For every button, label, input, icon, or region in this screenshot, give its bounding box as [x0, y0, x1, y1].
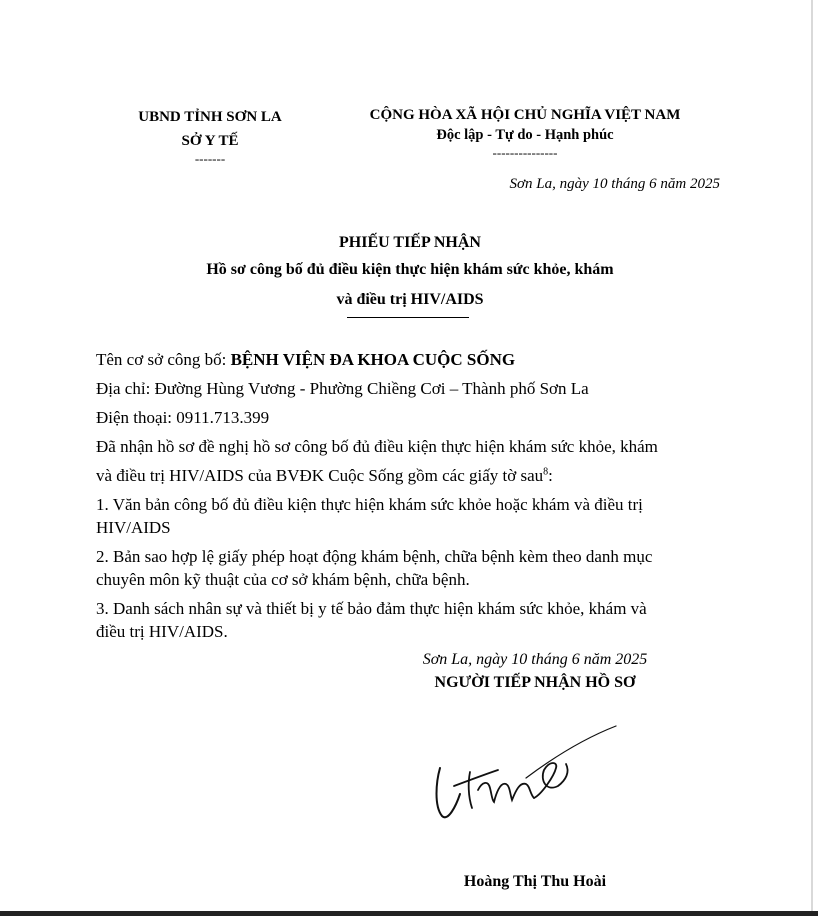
list-item [96, 597, 736, 643]
motto-line: Độc lập - Tự do - Hạnh phúc [436, 127, 614, 143]
list-item [96, 493, 736, 539]
handwritten-signature [430, 720, 620, 830]
facility-label: Tên cơ sở công bố: [96, 350, 231, 369]
intro-colon: : [548, 466, 553, 485]
title-underline [347, 317, 469, 318]
issuing-authority [100, 104, 320, 166]
facility-row [96, 348, 736, 371]
item-1-line-2: HIV/AIDS [96, 518, 171, 537]
document-date: Sơn La, ngày 10 tháng 6 năm 2025 [509, 176, 720, 192]
page-edge-right [811, 0, 813, 916]
authority-divider: ------- [194, 151, 226, 166]
intro-text: và điều trị HIV/AIDS của BVĐK Cuộc Sống gồm các giấy tờ sau [96, 466, 544, 485]
item-2-line-2: chuyên môn kỹ thuật của cơ sở khám bệnh, chữa bệnh. [96, 570, 470, 589]
signer-name: Hoàng Thị Thu Hoài [463, 873, 607, 890]
facility-name: BỆNH VIỆN ĐA KHOA CUỘC SỐNG [230, 350, 516, 369]
receiver-title: NGƯỜI TIẾP NHẬN HỒ SƠ [434, 674, 636, 691]
item-3-line-2: điều trị HIV/AIDS. [96, 622, 228, 641]
title-line-2: Hồ sơ công bố đủ điều kiện thực hiện khám sức khỏe, khám [206, 261, 614, 278]
country-name: CỘNG HÒA XÃ HỘI CHỦ NGHĨA VIỆT NAM [369, 107, 681, 123]
title-line-3: và điều trị HIV/AIDS [336, 291, 484, 308]
document-body [96, 348, 736, 643]
phone-row: Điện thoại: 0911.713.399 [96, 408, 270, 427]
title-line-1: PHIẾU TIẾP NHẬN [339, 234, 481, 251]
document-title [130, 231, 690, 315]
national-motto [340, 104, 710, 162]
item-3-line-1: 3. Danh sách nhân sự và thiết bị y tế bảo đảm thực hiện khám sức khỏe, khám và [96, 599, 647, 618]
item-1-line-1: 1. Văn bản công bố đủ điều kiện thực hiện khám sức khỏe hoặc khám và điều trị [96, 495, 643, 514]
address-row: Địa chỉ: Đường Hùng Vương - Phường Chiềng Cơi – Thành phố Sơn La [96, 379, 589, 398]
motto-divider: --------------- [492, 145, 558, 160]
page-edge-bottom [0, 911, 818, 916]
intro-line-2 [96, 464, 736, 487]
authority-line-1: UBND TỈNH SƠN LA [138, 109, 282, 125]
footnote-marker: 8 [543, 466, 549, 478]
signature-date: Sơn La, ngày 10 tháng 6 năm 2025 [422, 651, 648, 668]
item-2-line-1: 2. Bản sao hợp lệ giấy phép hoạt động khám bệnh, chữa bệnh kèm theo danh mục [96, 547, 653, 566]
authority-line-2: SỞ Y TẾ [181, 133, 239, 149]
intro-line-1: Đã nhận hồ sơ đề nghị hồ sơ công bố đủ điều kiện thực hiện khám sức khỏe, khám [96, 437, 658, 456]
list-item [96, 545, 736, 591]
